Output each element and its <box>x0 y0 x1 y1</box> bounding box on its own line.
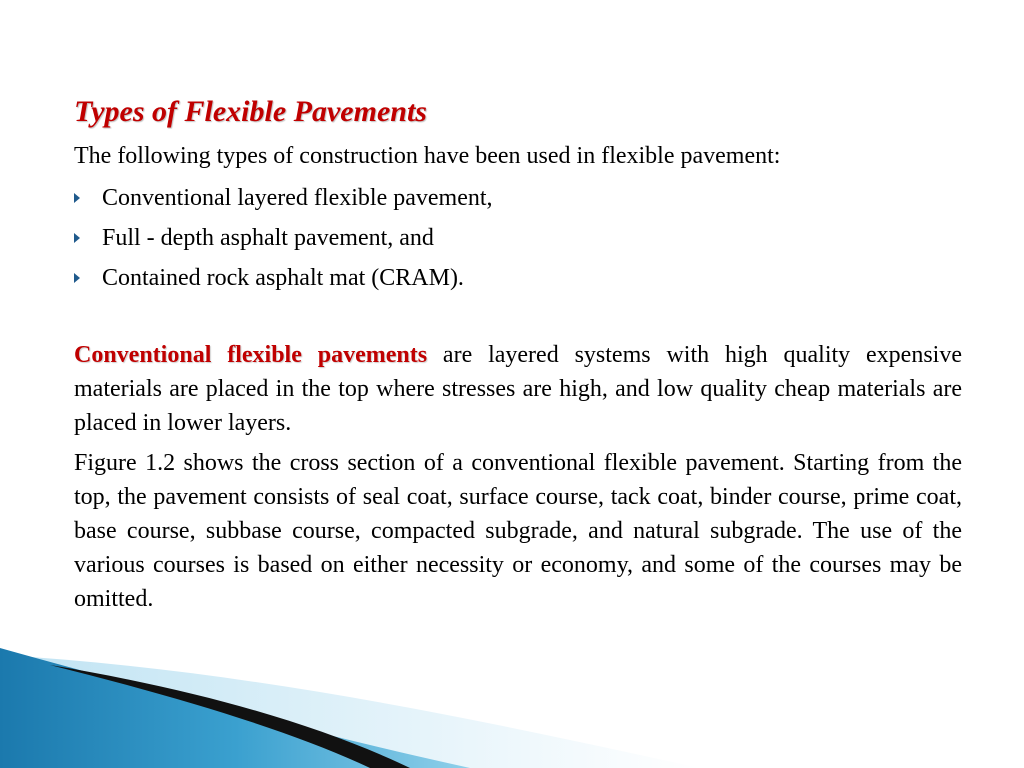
bullet-item <box>74 218 493 258</box>
bullet-item <box>74 178 493 218</box>
bullet-item <box>74 258 493 298</box>
arrow-bullet-icon <box>74 193 80 203</box>
conventional-pavement-paragraph <box>74 338 962 440</box>
intro-text: The following types of construction have been used in flexible pavement: <box>74 143 781 169</box>
bullet-list <box>74 178 493 298</box>
arrow-bullet-icon <box>74 273 80 283</box>
paragraph-text: are layered systems with high quality expensive materials are placed in the top where stresses are high, and low quality cheap materials are placed in lower layers. <box>74 342 962 436</box>
bullet-text: Contained rock asphalt mat (CRAM). <box>102 264 464 291</box>
highlighted-term: Conventional flexible pavements <box>74 342 428 368</box>
slide-title: Types of Flexible Pavements <box>74 95 427 128</box>
arrow-bullet-icon <box>74 233 80 243</box>
bullet-text: Full - depth asphalt pavement, and <box>102 224 434 251</box>
bullet-text: Conventional layered flexible pavement, <box>102 184 493 211</box>
figure-description-paragraph: Figure 1.2 shows the cross section of a conventional flexible pavement. Starting from the top, the pavement consists of seal coat, surface course, tack coat, binder course, prime coat, base course, subbase course, compacted subgrade, and natural subgrade. The use of the various courses is based on either necessity or economy, and some of the courses may be omitted. <box>74 450 962 612</box>
